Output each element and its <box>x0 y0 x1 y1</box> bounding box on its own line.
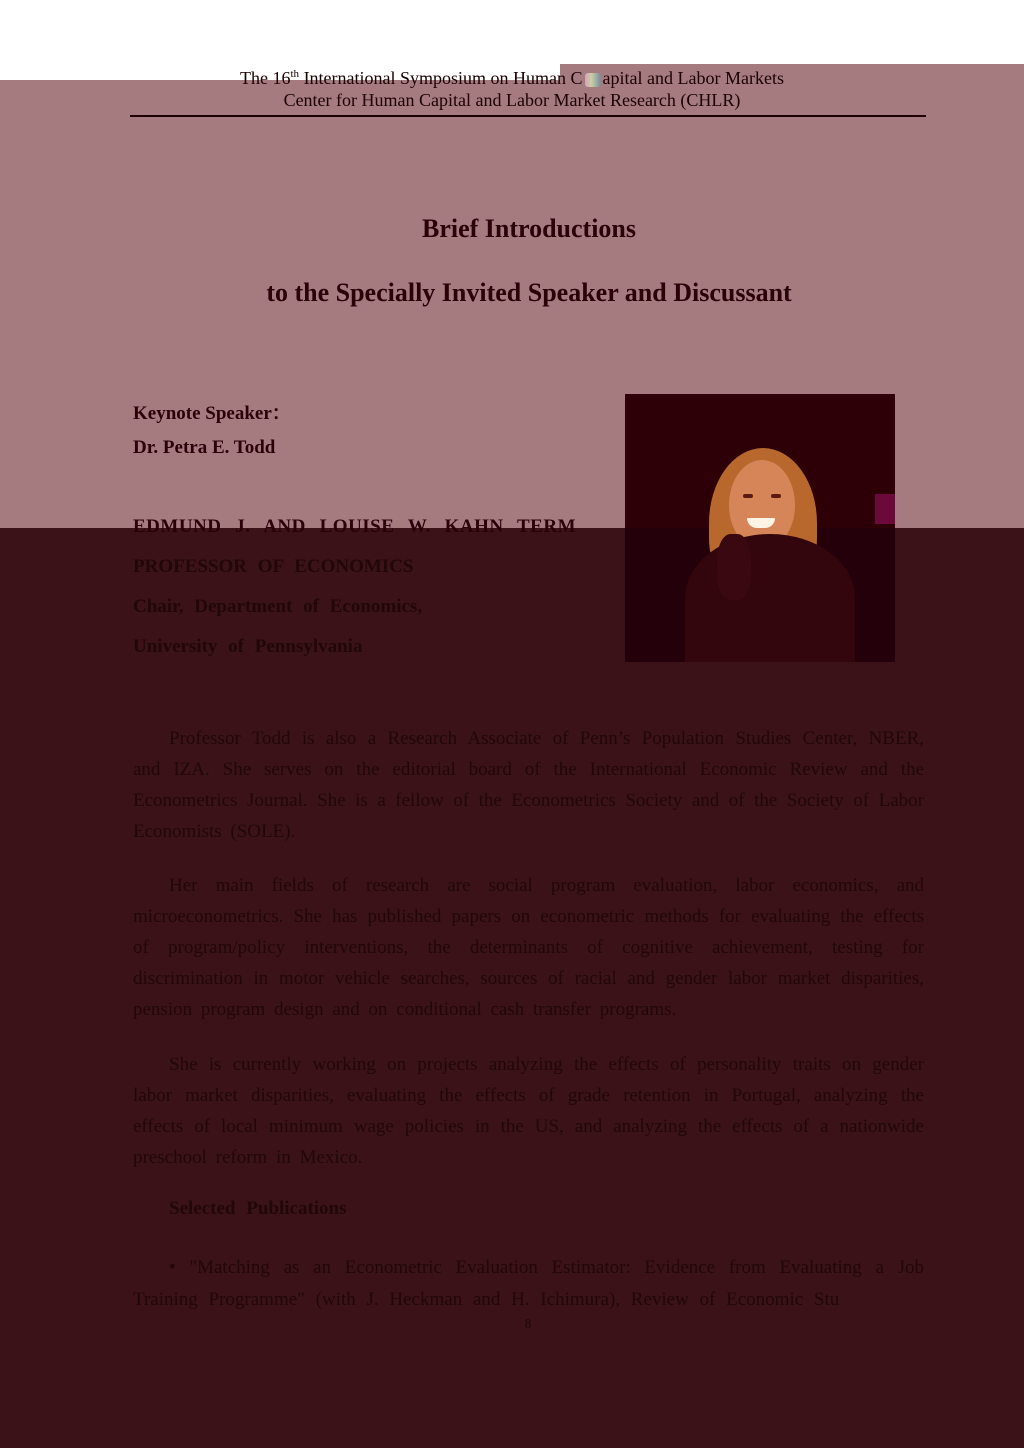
photo-eye-left <box>743 494 753 498</box>
bio-paragraph-current-work: She is currently working on projects analyzing the effects of personality traits on gender labor market disparities, evaluating the effects of grade retention in Portugal, analyzing the effects of local minimum wage policies in the US, and analyzing the effects of a nationwide preschool reform in Mexico. <box>133 1054 924 1168</box>
header-superscript: th <box>290 68 300 80</box>
speaker-department: Chair, Department of Economics, <box>133 596 423 617</box>
speaker-role-label: Keynote Speaker： <box>133 403 291 424</box>
page-number: 8 <box>524 1317 532 1332</box>
header-text-b: International Symposium on Human C <box>299 68 583 88</box>
publication-item: • "Matching as an Econometric Evaluation Estimator: Evidence from Evaluating a Job Training Programme" (with J. Heckman and H. Ichimura), Review of Economic Stu <box>133 1257 924 1310</box>
header-rule <box>130 115 926 117</box>
embedded-image-icon <box>585 73 601 87</box>
photo-body <box>685 534 855 662</box>
bio-paragraph-research: Her main fields of research are social program evaluation, labor economics, and microeconometrics. She has published papers on econometric methods for evaluating the effects of program/policy interventions, the determinants of cognitive achievement, testing for discrimination in motor vehicle searches, sources of racial and gender labor market disparities, pension program design and on conditional cash transfer programs. <box>133 875 924 1020</box>
photo-hand <box>717 534 751 600</box>
header-text-c: apital and Labor Markets <box>602 68 784 88</box>
speaker-name: Dr. Petra E. Todd <box>133 437 276 458</box>
speaker-position-line2: PROFESSOR OF ECONOMICS <box>133 556 414 577</box>
photo-eye-right <box>771 494 781 498</box>
page-subtitle: to the Specially Invited Speaker and Discussant <box>266 278 792 307</box>
bio-paragraph-affiliations: Professor Todd is also a Research Associate of Penn’s Population Studies Center, NBER, and IZA. She serves on the editorial board of the International Economic Review and the Econometrics Journal. She is a fellow of the Econometrics Society and of the Society of Labor Economists (SOLE). <box>133 728 924 842</box>
running-header-line2: Center for Human Capital and Labor Market Research (CHLR) <box>283 90 741 110</box>
speaker-position-line1: EDMUND J. AND LOUISE W. KAHN TERM <box>133 516 576 537</box>
speaker-photo <box>625 394 895 662</box>
publications-heading: Selected Publications <box>169 1198 347 1219</box>
top-margin-band <box>0 0 1024 64</box>
speaker-university: University of Pennsylvania <box>133 636 363 657</box>
page-title: Brief Introductions <box>421 214 637 243</box>
header-text-a: The 16 <box>240 68 291 88</box>
photo-artifact <box>875 494 895 524</box>
running-header-line1 <box>0 64 1024 88</box>
